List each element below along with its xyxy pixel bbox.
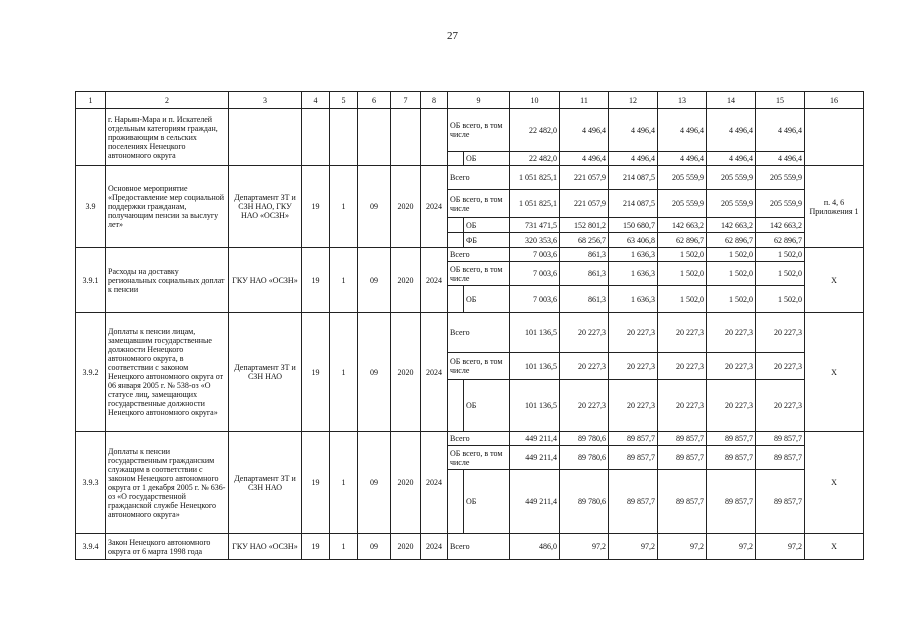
indent-cell (448, 218, 464, 233)
funding-label: ОБ (464, 218, 510, 233)
funding-label: ОБ (464, 152, 510, 166)
value-cell: 20 227,3 (658, 380, 707, 432)
value-cell: 486,0 (510, 534, 560, 560)
header-cell: 2 (106, 92, 229, 109)
value-cell: 101 136,5 (510, 380, 560, 432)
value-cell: 20 227,3 (756, 353, 805, 380)
header-cell: 6 (358, 92, 391, 109)
value-cell: 221 057,9 (560, 190, 609, 218)
value-cell: 7 003,6 (510, 248, 560, 262)
note-cell: Х (805, 313, 864, 432)
value-cell: 1 636,3 (609, 286, 658, 313)
row-year: 2024 (421, 432, 448, 534)
row-description: г. Нарьян-Мара и п. Искателей отдельным категориям граждан, проживающим в сельских поселениях Ненецкого автономного округа (106, 109, 229, 166)
funding-label: ОБ всего, в том числе (448, 446, 510, 470)
row-number: 3.9.3 (76, 432, 106, 534)
funding-label: ОБ (464, 286, 510, 313)
row-description: Доплаты к пенсии государственным гражданским служащим в соответствии с законом Ненецкого автономного округа от 1 декабря 2005 г. № 636-оз «О государственной гражданской службе Ненецкого автономного округа» (106, 432, 229, 534)
indent-cell (448, 380, 464, 432)
value-cell: 20 227,3 (560, 313, 609, 353)
row-code: 19 (302, 534, 330, 560)
header-cell: 14 (707, 92, 756, 109)
table-row (76, 313, 864, 353)
row-number (76, 109, 106, 166)
row-executor: Департамент ЗТ и СЗН НАО (229, 313, 302, 432)
indent-cell (448, 470, 464, 534)
value-cell: 1 502,0 (658, 286, 707, 313)
header-cell: 3 (229, 92, 302, 109)
value-cell: 97,2 (756, 534, 805, 560)
funding-label: ОБ всего, в том числе (448, 109, 510, 152)
header-cell: 12 (609, 92, 658, 109)
value-cell: 62 896,7 (658, 233, 707, 248)
funding-label: ОБ (464, 380, 510, 432)
value-cell: 20 227,3 (609, 313, 658, 353)
indent-cell (448, 286, 464, 313)
funding-label: Всего (448, 432, 510, 446)
row-year (421, 109, 448, 166)
value-cell: 20 227,3 (609, 380, 658, 432)
value-cell: 1 051 825,1 (510, 166, 560, 190)
row-code: 1 (330, 534, 358, 560)
table-row (76, 166, 864, 190)
header-cell: 9 (448, 92, 510, 109)
funding-label: Всего (448, 166, 510, 190)
funding-label: Всего (448, 313, 510, 353)
value-cell: 89 857,7 (658, 432, 707, 446)
row-code: 19 (302, 248, 330, 313)
header-cell: 13 (658, 92, 707, 109)
value-cell: 449 211,4 (510, 470, 560, 534)
value-cell: 731 471,5 (510, 218, 560, 233)
row-year: 2024 (421, 248, 448, 313)
header-cell: 7 (391, 92, 421, 109)
value-cell: 205 559,9 (658, 166, 707, 190)
value-cell: 1 502,0 (756, 248, 805, 262)
value-cell: 97,2 (609, 534, 658, 560)
value-cell: 152 801,2 (560, 218, 609, 233)
value-cell: 1 502,0 (707, 286, 756, 313)
value-cell: 4 496,4 (707, 109, 756, 152)
value-cell: 1 051 825,1 (510, 190, 560, 218)
value-cell: 97,2 (658, 534, 707, 560)
note-cell: Х (805, 432, 864, 534)
header-row (76, 92, 864, 109)
value-cell: 205 559,9 (756, 190, 805, 218)
funding-label: ФБ (464, 233, 510, 248)
value-cell: 861,3 (560, 262, 609, 286)
page-number: 27 (447, 30, 458, 42)
value-cell: 1 502,0 (707, 248, 756, 262)
value-cell: 1 502,0 (756, 286, 805, 313)
row-number: 3.9.2 (76, 313, 106, 432)
row-code: 09 (358, 313, 391, 432)
value-cell: 1 502,0 (658, 262, 707, 286)
row-code (302, 109, 330, 166)
value-cell: 4 496,4 (609, 109, 658, 152)
value-cell: 89 857,7 (609, 470, 658, 534)
value-cell: 4 496,4 (609, 152, 658, 166)
value-cell: 89 780,6 (560, 446, 609, 470)
funding-label: ОБ всего, в том числе (448, 262, 510, 286)
row-year: 2020 (391, 432, 421, 534)
value-cell: 1 502,0 (707, 262, 756, 286)
row-code: 09 (358, 166, 391, 248)
value-cell: 20 227,3 (560, 353, 609, 380)
value-cell: 221 057,9 (560, 166, 609, 190)
value-cell: 20 227,3 (658, 353, 707, 380)
value-cell: 205 559,9 (658, 190, 707, 218)
row-code: 19 (302, 313, 330, 432)
value-cell: 142 663,2 (658, 218, 707, 233)
row-code: 19 (302, 166, 330, 248)
value-cell: 89 780,6 (560, 432, 609, 446)
value-cell: 4 496,4 (707, 152, 756, 166)
value-cell: 320 353,6 (510, 233, 560, 248)
funding-label: Всего (448, 534, 510, 560)
row-code: 1 (330, 166, 358, 248)
value-cell: 62 896,7 (707, 233, 756, 248)
indent-cell (448, 152, 464, 166)
header-cell: 8 (421, 92, 448, 109)
row-code: 1 (330, 248, 358, 313)
row-number: 3.9 (76, 166, 106, 248)
row-code: 1 (330, 432, 358, 534)
value-cell: 205 559,9 (707, 166, 756, 190)
value-cell: 4 496,4 (658, 152, 707, 166)
value-cell: 142 663,2 (707, 218, 756, 233)
value-cell: 89 857,7 (756, 446, 805, 470)
value-cell: 22 482,0 (510, 109, 560, 152)
value-cell: 97,2 (560, 534, 609, 560)
row-year (391, 109, 421, 166)
value-cell: 142 663,2 (756, 218, 805, 233)
row-code: 09 (358, 432, 391, 534)
note-cell: Х (805, 534, 864, 560)
value-cell: 97,2 (707, 534, 756, 560)
budget-table (75, 91, 864, 560)
header-cell: 15 (756, 92, 805, 109)
value-cell: 205 559,9 (756, 166, 805, 190)
row-year: 2020 (391, 166, 421, 248)
row-description: Закон Ненецкого автономного округа от 6 марта 1998 года (106, 534, 229, 560)
value-cell: 1 636,3 (609, 248, 658, 262)
row-description: Доплаты к пенсии лицам, замещавшим государственные должности Ненецкого автономного округа, в соответствии с законом Ненецкого автономного округа от 06 января 2005 г. № 538-оз «О статусе лиц, замещающих государственные должности Ненецкого автономного округа» (106, 313, 229, 432)
note-cell: п. 4, 6 Приложения 1 (805, 166, 864, 248)
header-cell: 4 (302, 92, 330, 109)
value-cell: 89 857,7 (707, 432, 756, 446)
row-code: 1 (330, 313, 358, 432)
funding-label: ОБ всего, в том числе (448, 190, 510, 218)
row-executor: Департамент ЗТ и СЗН НАО, ГКУ НАО «ОСЗН» (229, 166, 302, 248)
value-cell: 89 857,7 (609, 432, 658, 446)
funding-label: Всего (448, 248, 510, 262)
value-cell: 7 003,6 (510, 262, 560, 286)
value-cell: 20 227,3 (756, 380, 805, 432)
row-year: 2020 (391, 534, 421, 560)
table-row (76, 109, 864, 152)
row-description: Расходы на доставку региональных социальных доплат к пенсии (106, 248, 229, 313)
indent-cell (448, 233, 464, 248)
row-number: 3.9.4 (76, 534, 106, 560)
value-cell: 89 857,7 (658, 470, 707, 534)
value-cell: 20 227,3 (560, 380, 609, 432)
row-number: 3.9.1 (76, 248, 106, 313)
row-code (330, 109, 358, 166)
value-cell: 20 227,3 (707, 313, 756, 353)
value-cell: 22 482,0 (510, 152, 560, 166)
value-cell: 1 502,0 (658, 248, 707, 262)
row-code: 09 (358, 534, 391, 560)
row-year: 2024 (421, 313, 448, 432)
row-code: 09 (358, 248, 391, 313)
row-year: 2020 (391, 313, 421, 432)
value-cell: 89 857,7 (658, 446, 707, 470)
value-cell: 4 496,4 (560, 109, 609, 152)
table-row (76, 534, 864, 560)
header-cell: 5 (330, 92, 358, 109)
value-cell: 205 559,9 (707, 190, 756, 218)
row-year: 2020 (391, 248, 421, 313)
row-year: 2024 (421, 166, 448, 248)
funding-label: ОБ всего, в том числе (448, 353, 510, 380)
value-cell: 89 857,7 (609, 446, 658, 470)
value-cell: 861,3 (560, 248, 609, 262)
value-cell: 7 003,6 (510, 286, 560, 313)
value-cell: 449 211,4 (510, 446, 560, 470)
row-year: 2024 (421, 534, 448, 560)
value-cell: 89 857,7 (756, 470, 805, 534)
value-cell: 20 227,3 (609, 353, 658, 380)
value-cell: 63 406,8 (609, 233, 658, 248)
value-cell: 861,3 (560, 286, 609, 313)
header-cell: 10 (510, 92, 560, 109)
note-cell (805, 109, 864, 166)
row-executor: Департамент ЗТ и СЗН НАО (229, 432, 302, 534)
value-cell: 1 502,0 (756, 262, 805, 286)
row-code: 19 (302, 432, 330, 534)
value-cell: 20 227,3 (756, 313, 805, 353)
value-cell: 4 496,4 (560, 152, 609, 166)
row-executor: ГКУ НАО «ОСЗН» (229, 534, 302, 560)
value-cell: 89 857,7 (707, 470, 756, 534)
value-cell: 89 780,6 (560, 470, 609, 534)
value-cell: 1 636,3 (609, 262, 658, 286)
value-cell: 68 256,7 (560, 233, 609, 248)
funding-label: ОБ (464, 470, 510, 534)
value-cell: 62 896,7 (756, 233, 805, 248)
value-cell: 89 857,7 (756, 432, 805, 446)
value-cell: 214 087,5 (609, 190, 658, 218)
value-cell: 20 227,3 (658, 313, 707, 353)
value-cell: 449 211,4 (510, 432, 560, 446)
value-cell: 101 136,5 (510, 353, 560, 380)
header-cell: 16 (805, 92, 864, 109)
value-cell: 89 857,7 (707, 446, 756, 470)
value-cell: 4 496,4 (658, 109, 707, 152)
row-executor (229, 109, 302, 166)
value-cell: 214 087,5 (609, 166, 658, 190)
value-cell: 4 496,4 (756, 152, 805, 166)
header-cell: 11 (560, 92, 609, 109)
table-row (76, 248, 864, 262)
table-row (76, 432, 864, 446)
note-cell: Х (805, 248, 864, 313)
row-executor: ГКУ НАО «ОСЗН» (229, 248, 302, 313)
value-cell: 20 227,3 (707, 353, 756, 380)
row-description: Основное мероприятие «Предоставление мер социальной поддержки гражданам, получающим пенсии за выслугу лет» (106, 166, 229, 248)
value-cell: 150 680,7 (609, 218, 658, 233)
value-cell: 20 227,3 (707, 380, 756, 432)
value-cell: 101 136,5 (510, 313, 560, 353)
row-code (358, 109, 391, 166)
value-cell: 4 496,4 (756, 109, 805, 152)
header-cell: 1 (76, 92, 106, 109)
